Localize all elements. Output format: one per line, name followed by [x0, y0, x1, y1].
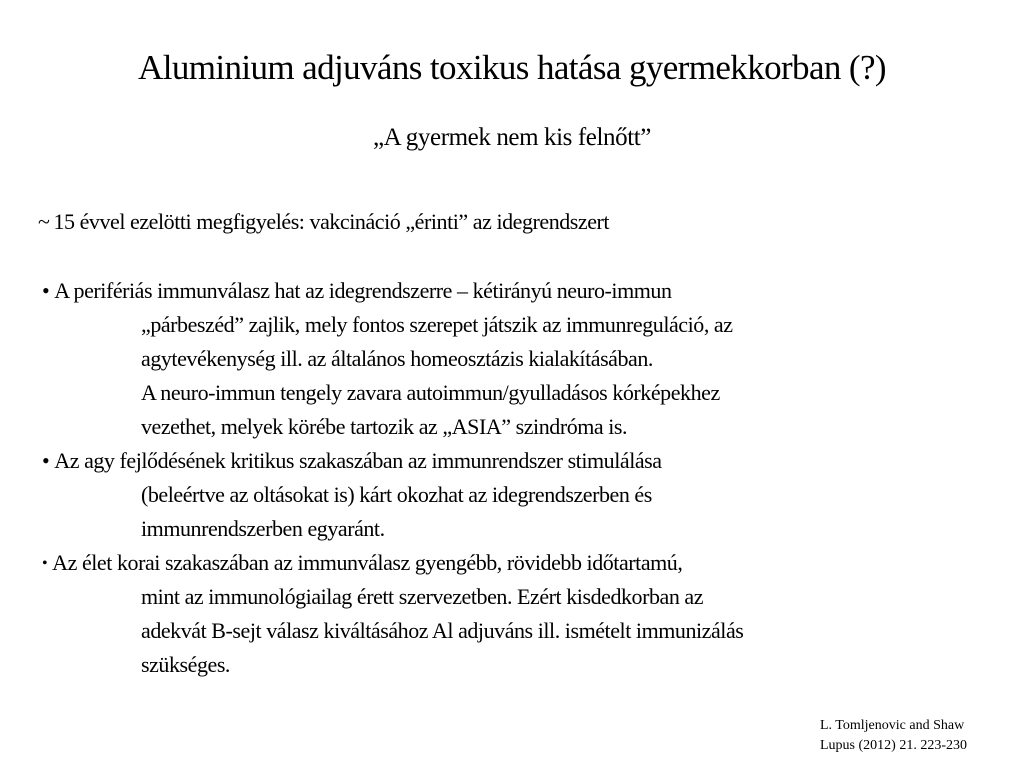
bullet-continuation: mint az immunológiailag érett szervezetben. Ezért kisdedkorban az: [141, 584, 704, 609]
bullet-continuation: szükséges.: [141, 652, 230, 677]
bullet-text: Az élet korai szakaszában az immunválasz gyengébb, rövidebb időtartamú,: [52, 550, 683, 575]
slide-subtitle: „A gyermek nem kis felnőtt”: [372, 124, 651, 151]
bullet-icon: •: [42, 278, 50, 303]
bullet-icon: •: [42, 448, 50, 473]
bullet-continuation: (beleértve az oltásokat is) kárt okozhat az idegrendszerben és: [141, 482, 652, 507]
bullet-line: [42, 276, 672, 306]
bullet-continuation: vezethet, melyek körébe tartozik az „ASIA” szindróma is.: [141, 414, 628, 439]
bullet-line: [42, 446, 662, 476]
bullet-text: A perifériás immunválasz hat az idegrendszerre – kétirányú neuro-immun: [54, 278, 672, 303]
bullet-continuation: agytevékenység ill. az általános homeosztázis kialakításában.: [141, 346, 653, 371]
bullet-continuation: „párbeszéd” zajlik, mely fontos szerepet játszik az immunreguláció, az: [141, 312, 733, 337]
bullet-continuation: immunrendszerben egyaránt.: [141, 516, 385, 541]
tilde-marker-icon: ~: [38, 209, 50, 234]
bullet-text: Az agy fejlődésének kritikus szakaszában az immunrendszer stimulálása: [54, 448, 662, 473]
bullet-continuation: adekvát B-sejt válasz kiváltásához Al adjuváns ill. ismételt immunizálás: [141, 618, 744, 643]
reference-authors: L. Tomljenovic and Shaw: [820, 718, 965, 733]
bullet-line: [42, 548, 682, 579]
slide-title: Aluminium adjuváns toxikus hatása gyermekkorban (?): [138, 48, 886, 87]
reference-journal: Lupus (2012) 21. 223-230: [820, 738, 967, 753]
bullet-continuation: A neuro-immun tengely zavara autoimmun/gyulladásos kórképekhez: [141, 380, 720, 405]
bullet-icon: •: [42, 555, 48, 572]
intro-line: [38, 207, 609, 237]
intro-text: 15 évvel ezelötti megfigyelés: vakcináció „érinti” az idegrendszert: [53, 209, 610, 234]
reference-citation: [820, 716, 967, 756]
